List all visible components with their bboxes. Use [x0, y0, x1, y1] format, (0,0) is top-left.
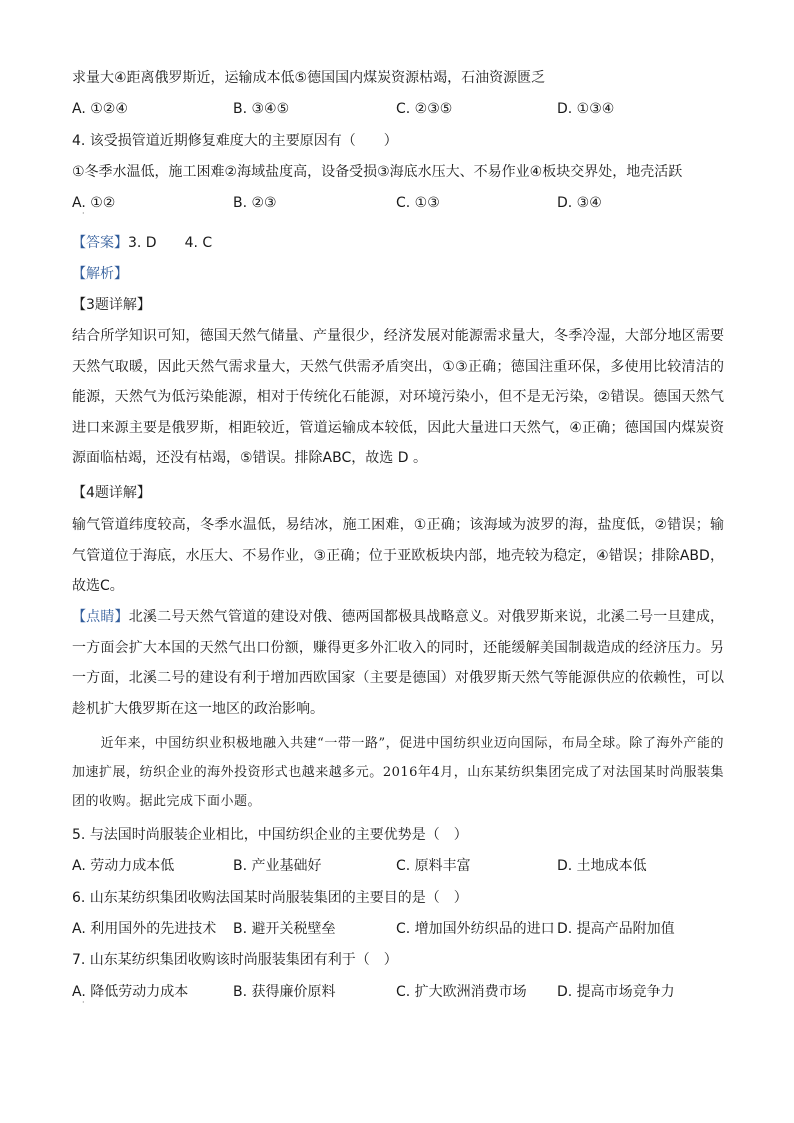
q4-option-d: D. ③④ — [557, 195, 602, 211]
q7-option-a: A. 降低劳动力成本 — [72, 984, 189, 1000]
q3-option-d: D. ①③④ — [557, 101, 615, 117]
q6-option-b: B. 避开关税壁垒 — [233, 921, 336, 937]
q3-stem-tail: 求量大④距离俄罗斯近，运输成本低⑤德国国内煤炭资源枯竭，石油资源匮乏 — [72, 70, 546, 86]
analysis-label: 【解析】 — [72, 266, 128, 282]
comment-text: 北溪二号天然气管道的建设对俄、德两国都极具战略意义。对俄罗斯来说，北溪二号一旦建成，一方面会扩大本国的天然气出口份额，赚得更多外汇收入的同时，还能缓解美国制裁造成的经济压力。另一方面，北溪二号的建设有利于增加西欧国家（主要是德国）对俄罗斯天然气等能源供应的依赖性，可以趁机扩大俄罗斯在这一地区的政治影响。 — [72, 609, 725, 717]
q6-option-d: D. 提高产品附加值 — [557, 921, 675, 937]
stray-mark: · — [82, 209, 85, 218]
q3-detail-text: 结合所学知识可知，德国天然气储量、产量很少，经济发展对能源需求量大，冬季冷湿，大部分地区需要天然气取暖，因此天然气需求量大，天然气供需矛盾突出，①③正确；德国注重环保，多使用比较清洁的能源，天然气为低污染能源，相对于传统化石能源，对环境污染小，但不是无污染，②错误。德国天然气进口来源主要是俄罗斯，相距较近，管道运输成本较低，因此大量进口天然气，④正确；德国国内煤炭资源面临枯竭，还没有枯竭，⑤错误。排除ABC，故选 D 。 — [72, 328, 724, 467]
q5-option-c: C. 原料丰富 — [396, 858, 471, 874]
q4-option-c: C. ①③ — [396, 195, 440, 211]
q3-detail-heading: 【3题详解】 — [72, 297, 151, 313]
q5-option-b: B. 产业基础好 — [233, 858, 322, 874]
q5-stem: 5. 与法国时尚服装企业相比，中国纺织企业的主要优势是（ ） — [72, 827, 468, 843]
q6-stem: 6. 山东某纺织集团收购法国某时尚服装集团的主要目的是（ ） — [72, 890, 468, 906]
q7-option-d: D. 提高市场竞争力 — [557, 984, 675, 1000]
q5-option-a: A. 劳动力成本低 — [72, 858, 175, 874]
q4-choices: ①冬季水温低，施工困难②海域盐度高，设备受损③海底水压大、不易作业④板块交界处，地壳活跃 — [72, 164, 683, 180]
reading-passage: 近年来，中国纺织业积极地融入共建“一带一路”，促进中国纺织业迈向国际，布局全球。除了海外产能的加速扩展，纺织企业的海外投资形式也越来越多元。2016年4月，山东某纺织集团完成了对法国某时尚服装集团的收购。据此完成下面小题。 — [72, 736, 724, 809]
q4-stem: 4. 该受损管道近期修复难度大的主要原因有（ ） — [72, 133, 398, 149]
q4-detail-heading: 【4题详解】 — [72, 485, 151, 501]
q5-option-d: D. 土地成本低 — [557, 858, 647, 874]
answer-label: 【答案】 — [72, 235, 128, 251]
answer-line — [72, 233, 732, 253]
q7-option-b: B. 获得廉价原料 — [233, 984, 336, 1000]
stray-mark-2: · — [82, 998, 85, 1007]
q3-option-c: C. ②③⑤ — [396, 101, 453, 117]
comment-block — [72, 602, 724, 724]
q3-option-a: A. ①②④ — [72, 101, 128, 117]
q4-option-b: B. ②③ — [233, 195, 277, 211]
q6-option-c: C. 增加国外纺织品的进口 — [396, 921, 555, 937]
q7-stem: 7. 山东某纺织集团收购该时尚服装集团有利于（ ） — [72, 952, 398, 968]
q3-option-b: B. ③④⑤ — [233, 101, 290, 117]
q7-option-c: C. 扩大欧洲消费市场 — [396, 984, 527, 1000]
comment-label: 【点睛】 — [72, 609, 129, 625]
q4-detail-text: 输气管道纬度较高，冬季水温低，易结冰，施工困难，①正确；该海域为波罗的海，盐度低，②错误；输气管道位于海底，水压大、不易作业，③正确；位于亚欧板块内部，地壳较为稳定，④错误；排除ABD，故选C。 — [72, 517, 724, 595]
q4-option-a: A. ①② — [72, 195, 116, 211]
q6-option-a: A. 利用国外的先进技术 — [72, 921, 217, 937]
answer-value: 3. D 4. C — [128, 235, 213, 251]
